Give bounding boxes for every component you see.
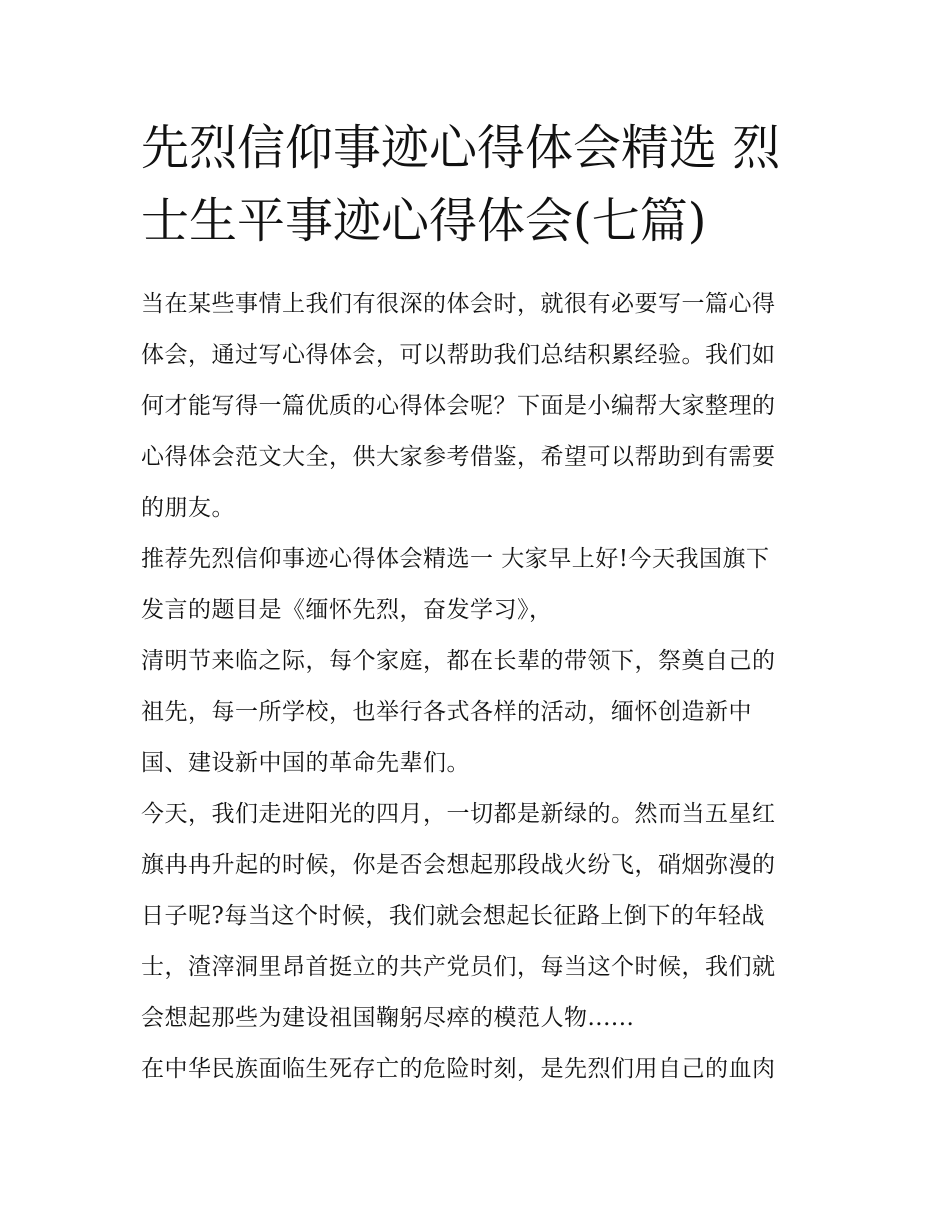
paragraph-intro [141,279,821,534]
paragraph-nation [141,1044,821,1095]
title-line: 先烈信仰事迹心得体会精选 烈 [141,120,781,176]
text-line: 国、建设新中国的革命先辈们。 [141,750,470,776]
paragraph-april [141,789,821,1044]
text-line: 心得体会范文大全，供大家参考借鉴，希望可以帮助到有需要 [141,444,776,470]
document-body [141,279,821,1095]
text-line: 清明节来临之际，每个家庭，都在长辈的带领下，祭奠自己的 [141,648,776,674]
text-line: 推荐先烈信仰事迹心得体会精选一 大家早上好!今天我国旗下 [141,546,770,572]
text-line: 士，渣滓洞里昂首挺立的共产党员们，每当这个时候，我们就 [141,954,776,980]
text-line: 祖先，每一所学校，也举行各式各样的活动，缅怀创造新中 [141,699,752,725]
text-line: 体会，通过写心得体会，可以帮助我们总结积累经验。我们如 [141,342,776,368]
text-line: 何才能写得一篇优质的心得体会呢？下面是小编帮大家整理的 [141,393,776,419]
title-line: 士生平事迹心得体会(七篇) [141,193,707,249]
page-title [141,112,821,258]
text-line: 发言的题目是《缅怀先烈，奋发学习》， [141,597,553,623]
text-line: 旗冉冉升起的时候，你是否会想起那段战火纷飞，硝烟弥漫的 [141,852,776,878]
text-line: 日子呢?每当这个时候，我们就会想起长征路上倒下的年轻战 [141,903,765,929]
text-line: 的朋友。 [141,495,235,521]
text-line: 今天，我们走进阳光的四月，一切都是新绿的。然而当五星红 [141,801,776,827]
text-line: 在中华民族面临生死存亡的危险时刻，是先烈们用自己的血肉 [141,1056,776,1082]
paragraph-qingming [141,636,821,789]
text-line: 会想起那些为建设祖国鞠躬尽瘁的模范人物...... [141,1005,635,1031]
paragraph-recommend [141,534,821,636]
text-line: 当在某些事情上我们有很深的体会时，就很有必要写一篇心得 [141,291,776,317]
